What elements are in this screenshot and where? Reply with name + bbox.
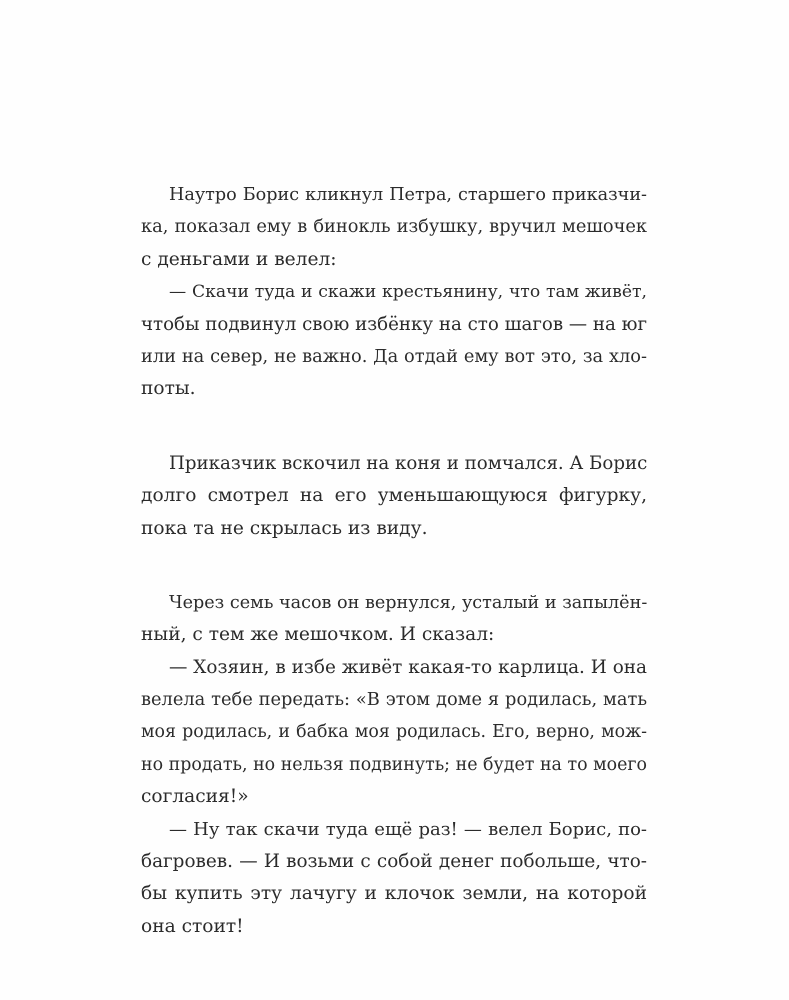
paragraph-3 (141, 587, 647, 943)
text-line: согласия!» (141, 786, 249, 808)
text-line: Через семь часов он вернулся, усталый и запылён- (169, 592, 648, 613)
text-line: Приказчик вскочил на коня и помчался. А Борис (169, 452, 648, 474)
text-line: она стоит! (141, 915, 244, 937)
text-line: бы купить эту лачугу и клочок земли, на которой (141, 883, 647, 905)
text-line: долго смотрел на его уменьшающуюся фигурку, (141, 485, 647, 507)
text-line: но продать, но нельзя подвинуть; не будет на то моего (141, 754, 647, 775)
text-line: или на север, не важно. Да отдай ему вот это, за хло- (141, 345, 647, 367)
paragraph-2 (141, 448, 647, 545)
text-line: пока та не скрылась из виду. (141, 517, 428, 539)
text-line: Наутро Борис кликнул Петра, старшего приказчи- (169, 185, 647, 205)
paragraph-1 (141, 179, 647, 406)
text-line: ка, показал ему в бинокль избушку, вручил мешочек (141, 216, 647, 238)
text-line: — Скачи туда и скажи крестьянину, что там живёт, (169, 282, 647, 303)
text-line: моя родилась, и бабка моя родилась. Его, верно, мож- (141, 722, 647, 743)
text-line: поты. (141, 378, 196, 400)
paragraph-gap (141, 406, 647, 448)
text-line: — Ну так скачи туда ещё раз! — велел Борис, по- (169, 818, 647, 840)
text-column (141, 179, 647, 943)
text-line: с деньгами и велел: (141, 248, 337, 270)
text-line: багровев. — И возьми с собой денег побольше, что- (141, 851, 647, 873)
text-line: чтобы подвинул свою избёнку на сто шагов — на юг (141, 313, 647, 335)
text-line: — Хозяин, в избе живёт какая-то карлица. И она (169, 656, 647, 678)
text-line: ный, с тем же мешочком. И сказал: (141, 624, 495, 646)
text-line: велела тебе передать: «В этом доме я родилась, мать (141, 689, 647, 711)
paragraph-gap (141, 545, 647, 587)
